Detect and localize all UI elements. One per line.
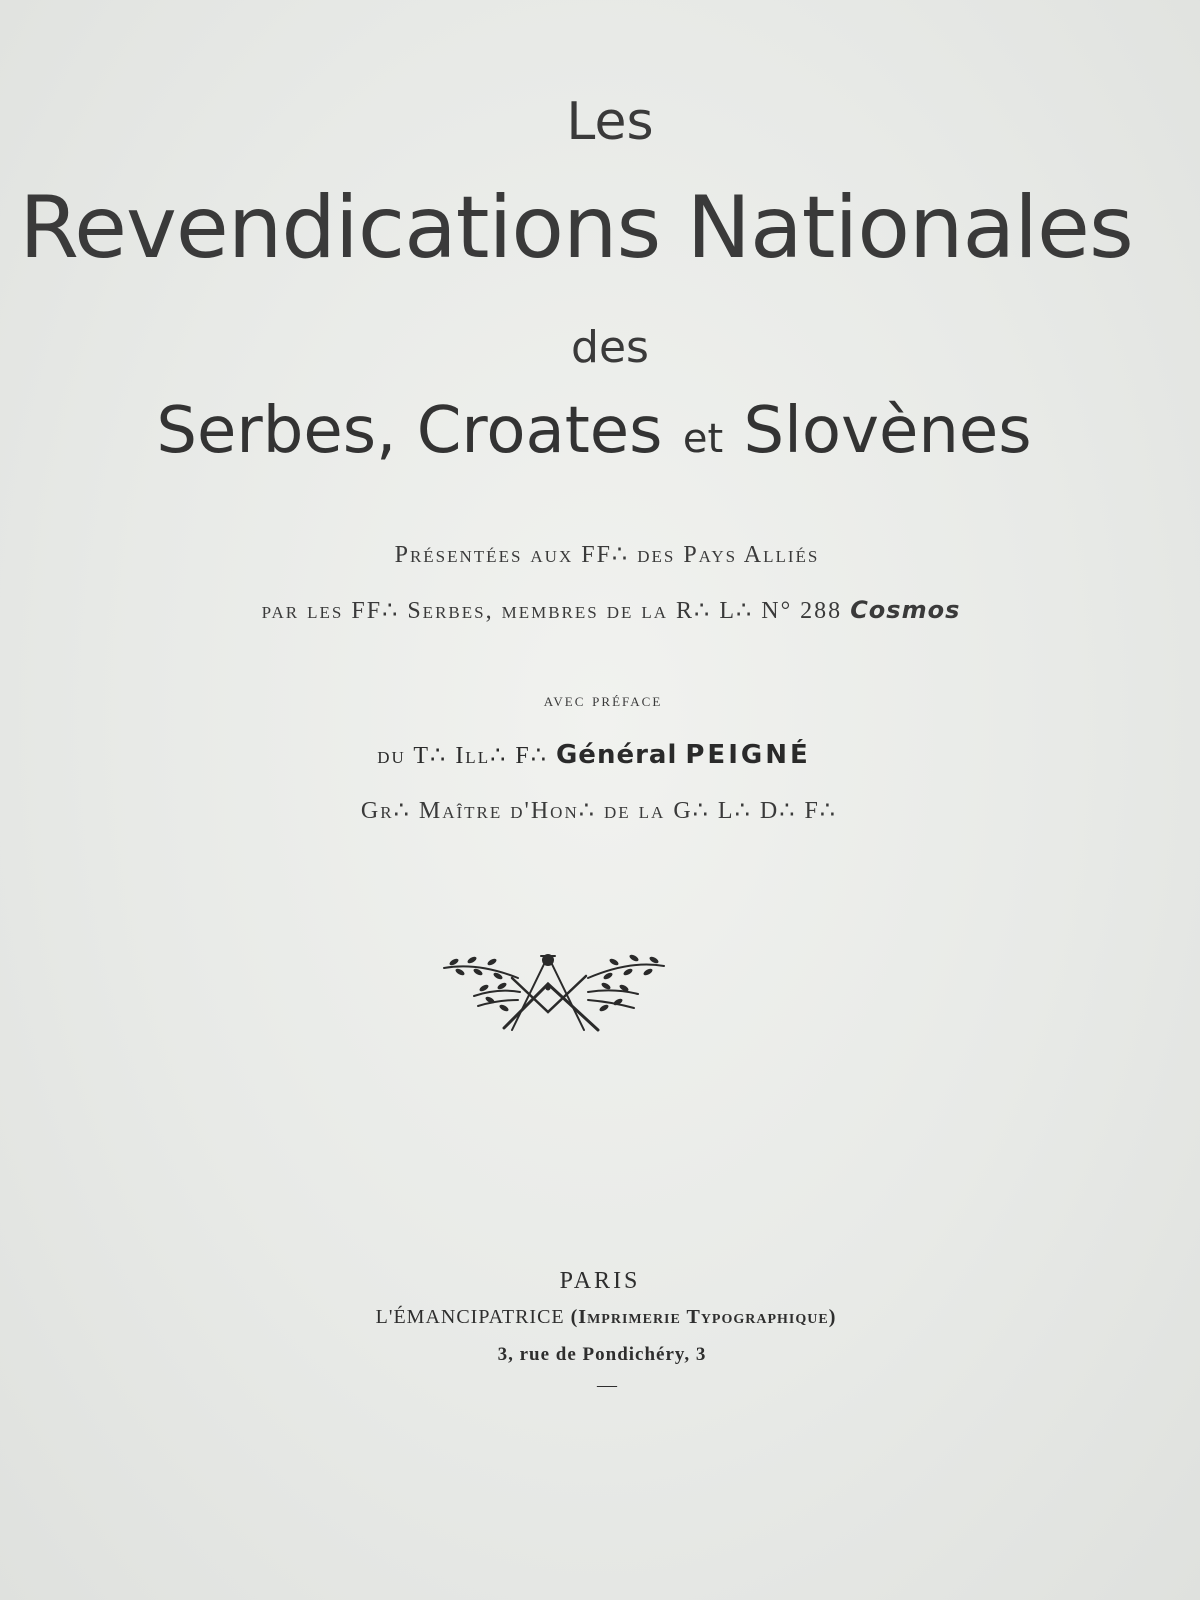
peoples-part2: Slovènes (723, 394, 1032, 468)
imprint-dash: — (597, 1374, 617, 1396)
title-line-peoples (0, 394, 1200, 468)
presented-by-text: par les FF∴ Serbes, membres de la R∴ L∴ N° 288 (261, 598, 851, 624)
imprint-publisher-detail: (Imprimerie Typographique) (570, 1306, 837, 1328)
preface-prefix: du T∴ Ill∴ F∴ (377, 743, 556, 769)
lodge-name: Cosmos (850, 596, 961, 624)
preface-name: PEIGNÉ (685, 740, 811, 770)
preface-author-title: Gr∴ Maître d'Hon∴ de la G∴ L∴ D∴ F∴ (360, 798, 838, 824)
imprint-city: PARIS (559, 1268, 641, 1294)
presented-to-line: Présentées aux FF∴ des Pays Alliés (394, 542, 820, 568)
preface-rank: Général (555, 740, 678, 770)
preface-intro: avec préface (543, 690, 663, 711)
masonic-emblem-icon (438, 948, 670, 1044)
title-line-les: Les (566, 92, 654, 152)
title-line-des: des (571, 322, 649, 373)
peoples-part1: Serbes, Croates (156, 394, 683, 468)
presented-by-line (22, 596, 1200, 625)
preface-author-line (0, 740, 1200, 770)
imprint-publisher: L'ÉMANCIPATRICE (375, 1306, 571, 1328)
imprint-publisher-line (12, 1306, 1200, 1329)
imprint-address: 3, rue de Pondichéry, 3 (497, 1344, 707, 1365)
peoples-et: et (682, 416, 724, 462)
main-title: Revendications Nationales (19, 178, 1133, 278)
